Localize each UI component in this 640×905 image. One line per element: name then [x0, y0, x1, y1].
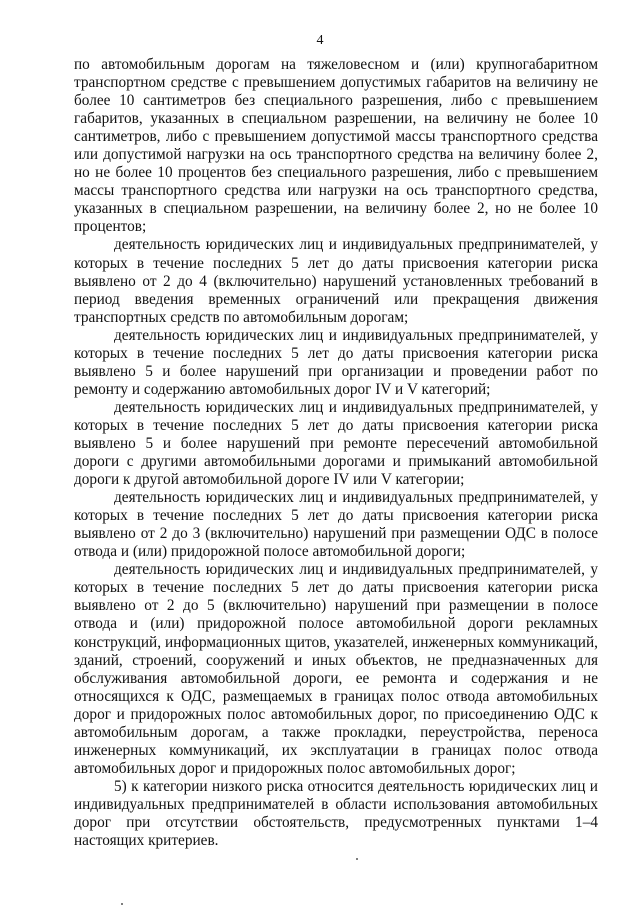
scan-speck	[356, 858, 358, 860]
paragraph-objects-placement: деятельность юридических лиц и индивидуальных предпринимателей, у которых в течение последних 5 лет до даты присвоения категории риска выявлено от 2 до 5 (включительно) нарушений при размещении в полосе отвода и (или) придорожной полосе автомобильной дороги рекламных конструкций, информационных щитов, указателей, инженерных коммуникаций, зданий, строений, сооружений и иных объектов, не предназначенных для обслуживания автомобильной дороги, ее ремонта и содержания и не относящихся к ОДС, размещаемых в границах полос отвода автомобильных дорог и придорожных полос автомобильных дорог, по присоединению ОДС к автомобильным дорогам, а также прокладки, переустройства, переноса инженерных коммуникаций, их эксплуатации в границах полос отвода автомобильных дорог и придорожных полос автомобильных дорог;	[74, 561, 598, 777]
document-body	[74, 56, 598, 850]
paragraph-temporary-restrictions: деятельность юридических лиц и индивидуальных предпринимателей, у которых в течение последних 5 лет до даты присвоения категории риска выявлено от 2 до 4 (включительно) нарушений установленных требований в период введения временных ограничений или прекращения движения транспортных средств по автомобильным дорогам;	[74, 236, 598, 326]
paragraph-intersection-repair: деятельность юридических лиц и индивидуальных предпринимателей, у которых в течение последних 5 лет до даты присвоения категории риска выявлено 5 и более нарушений при ремонте пересечений автомобильной дороги с другими автомобильными дорогами и примыканий автомобильной дороги к другой автомобильной дороге IV или V категории;	[74, 398, 598, 489]
paragraph-ods-placement: деятельность юридических лиц и индивидуальных предпринимателей, у которых в течение последних 5 лет до даты присвоения категории риска выявлено от 2 до 3 (включительно) нарушений при размещении ОДС в полосе отвода и (или) придорожной полосе автомобильной дороги;	[74, 489, 598, 561]
paragraph-low-risk-category: 5) к категории низкого риска относится деятельность юридических лиц и индивидуальных предпринимателей в области использования автомобильных дорог при отсутствии обстоятельств, предусмотренных пунктами 1–4 настоящих критериев.	[74, 777, 598, 850]
paragraph-road-repair-violations: деятельность юридических лиц и индивидуальных предпринимателей, у которых в течение последних 5 лет до даты присвоения категории риска выявлено 5 и более нарушений при организации и проведении работ по ремонту и содержанию автомобильных дорог IV и V категорий;	[74, 326, 598, 398]
page-number: 4	[316, 33, 324, 48]
paragraph-continuation: по автомобильным дорогам на тяжеловесном и (или) крупногабаритном транспортном средстве с превышением допустимых габаритов на величину не более 10 сантиметров без специального разрешения, либо с превышением габаритов, указанных в специальном разрешении, на величину не более 10 сантиметров, либо с превышением допустимой массы транспортного средства или допустимой нагрузки на ось транспортного средства на величину более 2, но не более 10 процентов без специального разрешения, либо с превышением массы транспортного средства или нагрузки на ось транспортного средства, указанных в специальном разрешении, на величину более 2, но не более 10 процентов;	[74, 56, 598, 236]
